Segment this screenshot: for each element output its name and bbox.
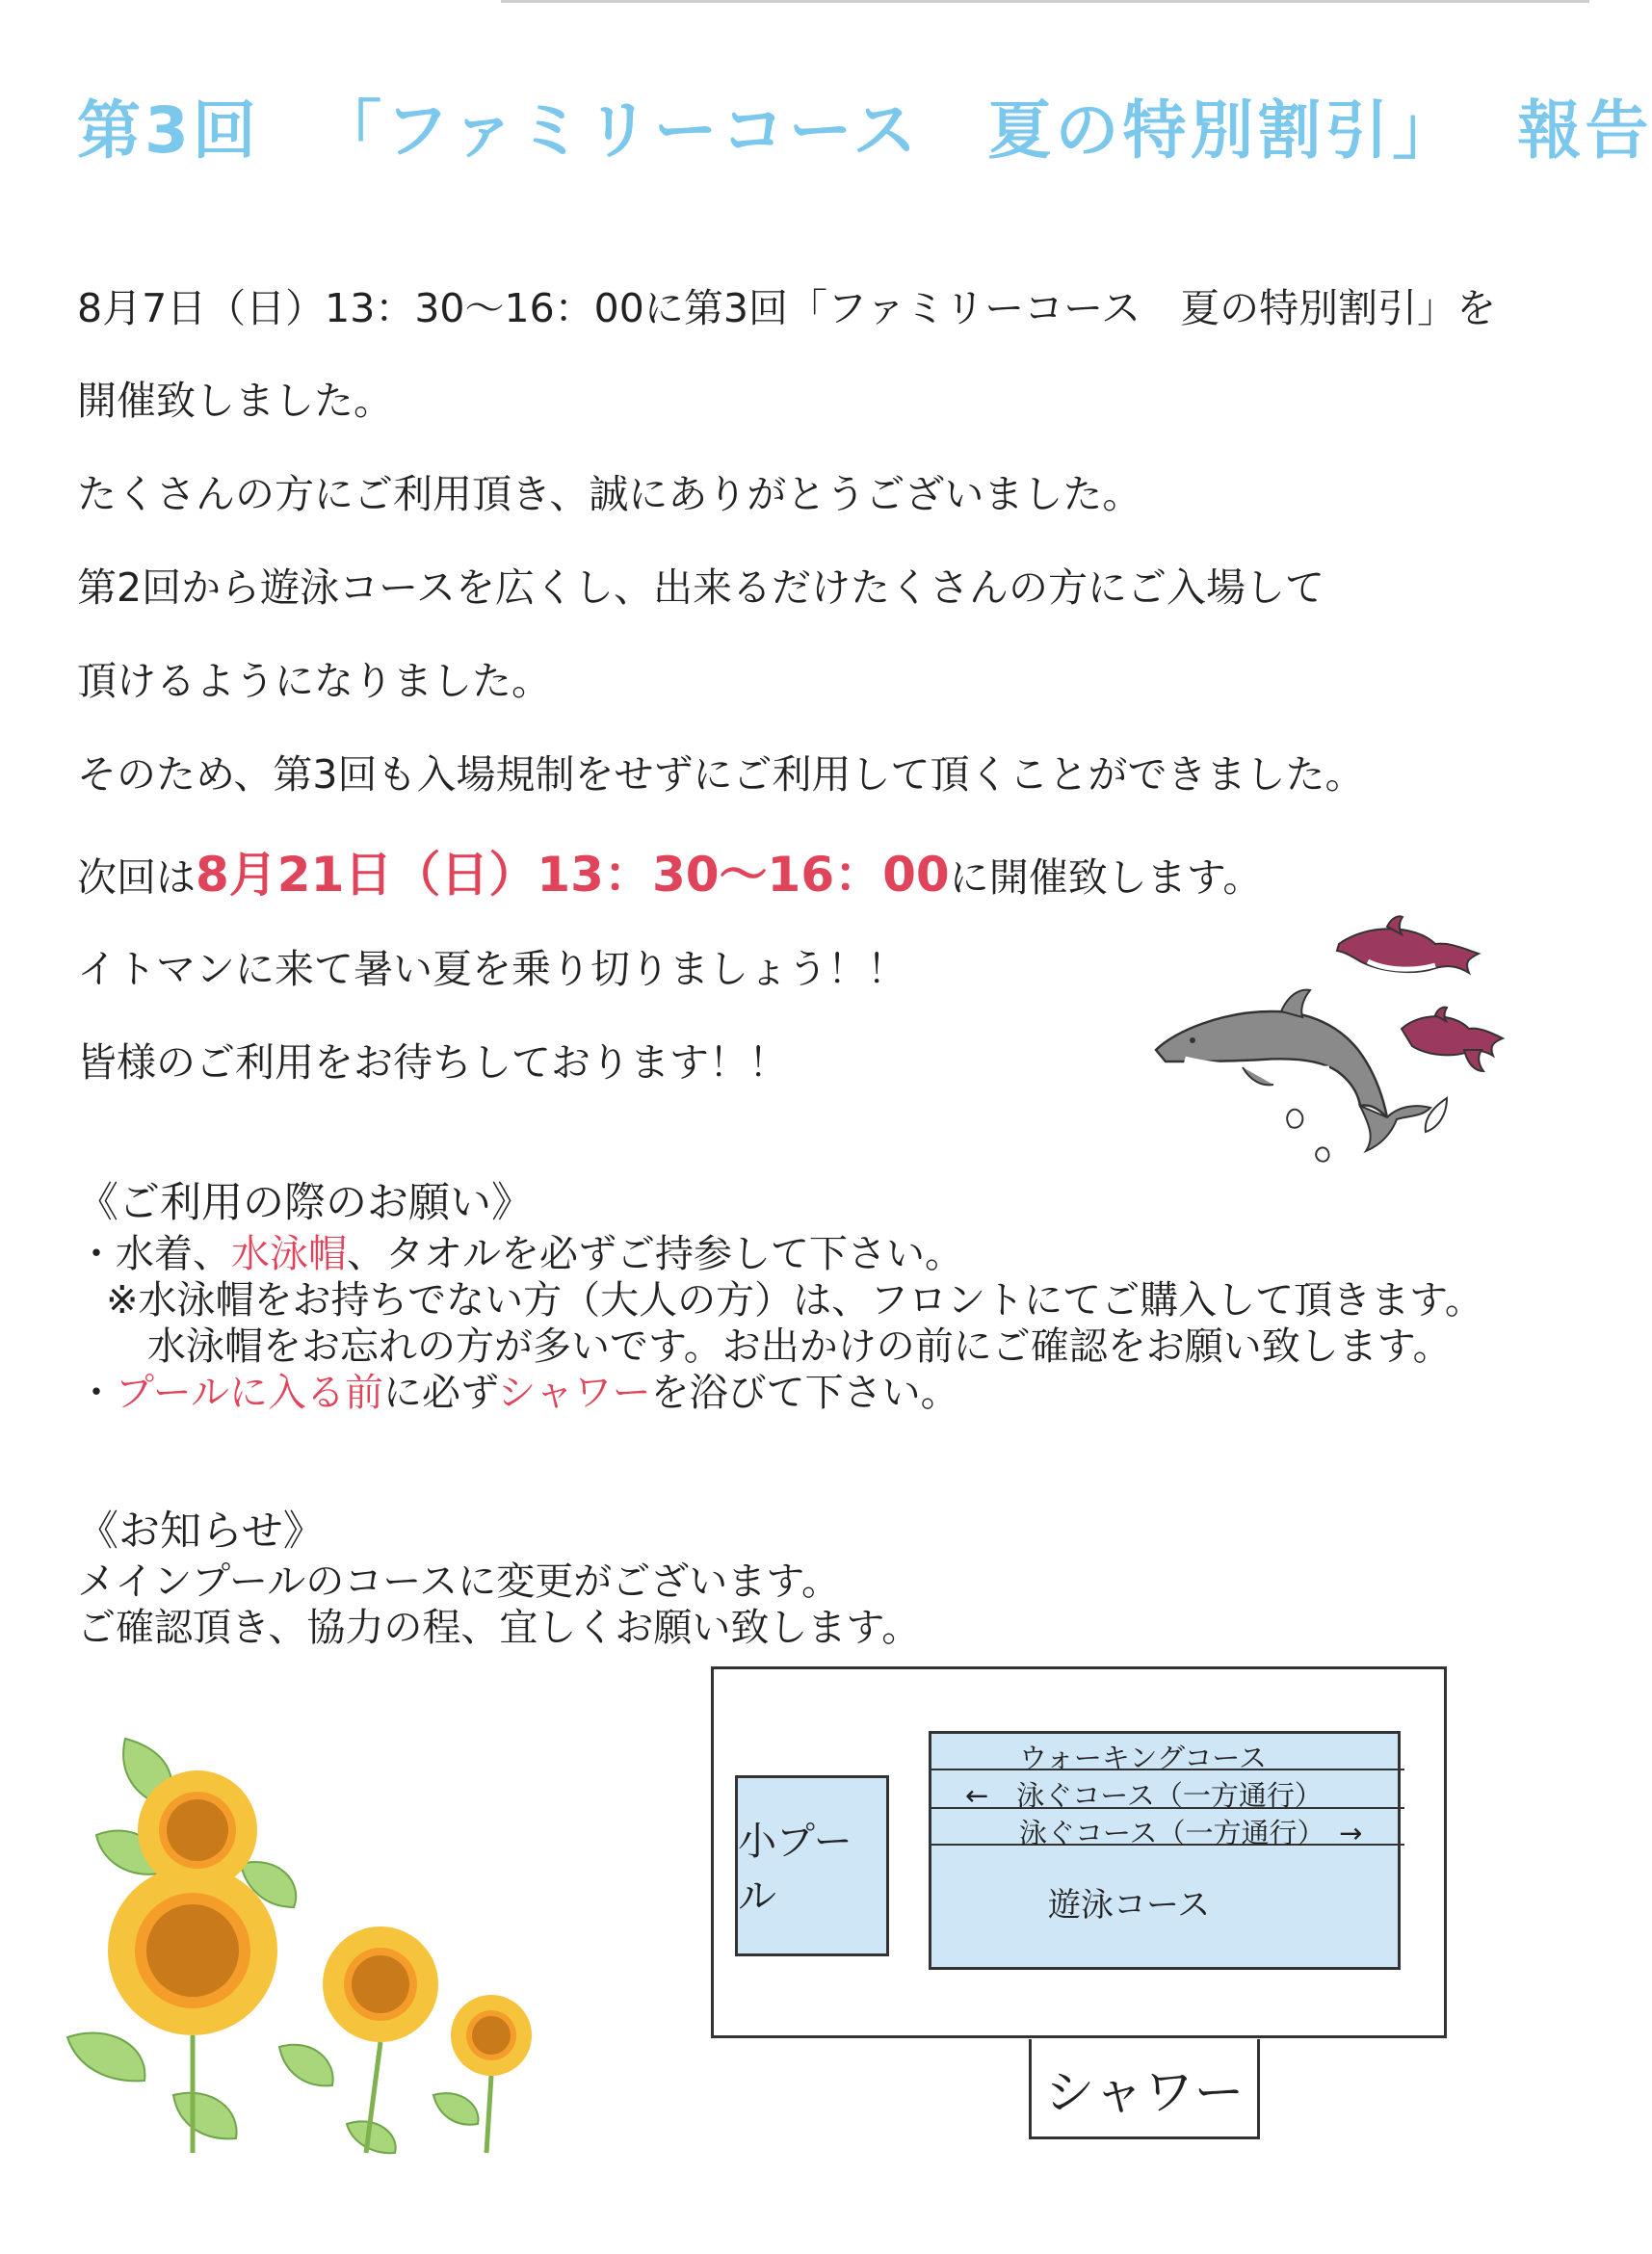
request-line-4-post: を浴びて下さい。 bbox=[650, 1371, 959, 1415]
page-title bbox=[77, 79, 1652, 170]
dolphins-illustration bbox=[1146, 915, 1532, 1166]
swim-area-label: 遊泳コース bbox=[1048, 1886, 1211, 1925]
sunflower-medium-icon bbox=[323, 1926, 438, 2042]
shower-area: シャワー bbox=[1029, 2039, 1260, 2139]
next-event-suffix: に開催致します。 bbox=[949, 854, 1263, 901]
title-part-1: 第3回 bbox=[77, 93, 260, 168]
body-paragraph-6: そのため、第3回も入場規制をせずにご利用して頂くことができました。 bbox=[77, 751, 1365, 798]
pink-dolphin-small-icon bbox=[1402, 1008, 1503, 1071]
lane-swim-left-label: ← 泳ぐコース（一方通行） bbox=[965, 1779, 1323, 1812]
lane-swim-right-label: 泳ぐコース（一方通行） → bbox=[1019, 1817, 1363, 1849]
request-shower: シャワー bbox=[497, 1371, 651, 1415]
sunflower-large-icon bbox=[108, 1866, 277, 2035]
sunflower-top-icon bbox=[138, 1770, 257, 1890]
request-swim-cap: 水泳帽 bbox=[231, 1232, 347, 1276]
body-paragraph-4: 第2回から遊泳コースを広くし、出来るだけたくさんの方にご入場して bbox=[77, 564, 1325, 611]
pink-dolphin-top-icon bbox=[1337, 916, 1479, 973]
body-paragraph-5: 頂けるようになりました。 bbox=[77, 658, 551, 704]
lane-walking-label: ウォーキングコース bbox=[1019, 1742, 1267, 1774]
body-paragraph-1: 8月7日（日）13：30～16：00に第3回「ファミリーコース 夏の特別割引」を bbox=[77, 285, 1497, 331]
small-pool: 小プール bbox=[735, 1775, 889, 1956]
notice-line-1: メインプールのコースに変更がございます。 bbox=[77, 1559, 840, 1604]
lane-walking bbox=[929, 1734, 1404, 1774]
next-event-date: 8月21日（日）13：30～16：00 bbox=[196, 847, 950, 903]
notice-heading: 《お知らせ》 bbox=[77, 1507, 325, 1556]
sunflowers-illustration bbox=[58, 1729, 578, 2153]
sunflower-small-icon bbox=[451, 1995, 532, 2076]
request-line-3: 水泳帽をお忘れの方が多いです。お出かけの前にご確認をお願い致します。 bbox=[147, 1324, 1452, 1369]
title-part-3: 報告 bbox=[1517, 93, 1652, 168]
request-line-4-mid: に必ず bbox=[383, 1371, 498, 1415]
request-line-1-pre: ・水着、 bbox=[77, 1232, 231, 1276]
next-event-prefix: 次回は bbox=[77, 854, 196, 901]
body-paragraph-2: 開催致しました。 bbox=[77, 378, 393, 424]
lane-swim-right bbox=[929, 1809, 1404, 1849]
lane-swim-left bbox=[929, 1771, 1404, 1812]
request-line-4 bbox=[77, 1362, 959, 1417]
body-paragraph-8: イトマンに来て暑い夏を乗り切りましょう！！ bbox=[77, 946, 906, 992]
next-event-line bbox=[77, 836, 1262, 905]
body-paragraph-3: たくさんの方にご利用頂き、誠にありがとうございました。 bbox=[77, 471, 1142, 517]
title-part-2: 「ファミリーコース 夏の特別割引」 bbox=[317, 93, 1460, 168]
request-line-4-pre: ・ bbox=[77, 1371, 116, 1415]
request-line-1-post: 、タオルを必ずご持参して下さい。 bbox=[347, 1232, 963, 1276]
top-border-line bbox=[501, 0, 1589, 3]
body-paragraph-9: 皆様のご利用をお待ちしております！！ bbox=[77, 1039, 788, 1086]
request-line-2: ※水泳帽をお持ちでない方（大人の方）は、フロントにてご購入して頂きます。 bbox=[106, 1278, 1483, 1323]
request-before-pool: プールに入る前 bbox=[116, 1371, 383, 1415]
requests-heading: 《ご利用の際のお願い》 bbox=[77, 1179, 533, 1227]
notice-line-2: ご確認頂き、協力の程、宜しくお願い致します。 bbox=[77, 1606, 921, 1650]
